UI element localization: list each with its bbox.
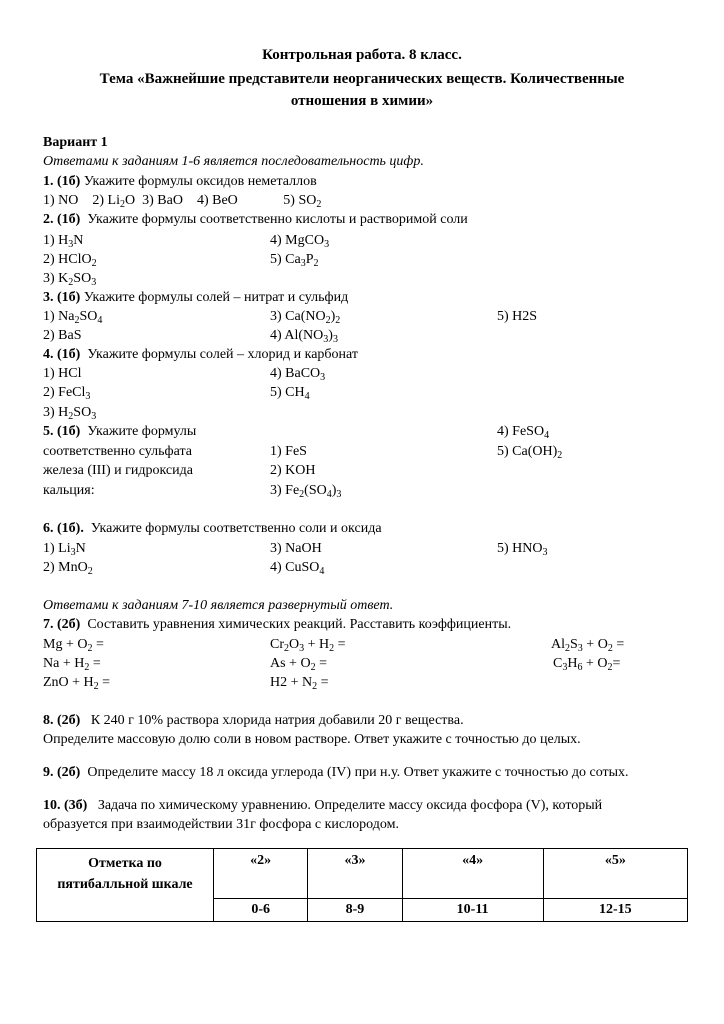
question-7 [43, 615, 511, 634]
question-number: 5. (1б) [43, 424, 81, 439]
grade-cell: «5» [543, 849, 687, 899]
title-line-3: отношения в химии» [290, 93, 434, 109]
grade-scale-label: Отметка по пятибалльной шкале [37, 849, 214, 922]
question-1-options: 1) NO 2) $Li_2O$ 3) BaO 4) BeO 5) $SO_2$ [43, 193, 322, 210]
question-4 [43, 345, 358, 364]
option: 4) CuSO$_4$ [270, 560, 325, 577]
question-text: Задача по химическому уравнению. Определите массу оксида фосфора (V), который [97, 798, 603, 813]
option: 2) HClO$_2$ [43, 252, 97, 269]
question-number: 4. (1б) [43, 347, 81, 362]
option: 4) FeSO$_4$ [497, 424, 550, 441]
equation: $Cr_2O_3 + H_2$ = [270, 637, 346, 654]
grade-cell: «4» [402, 849, 543, 899]
option: 5) $CH_4$ [270, 385, 310, 402]
grade-header-row [37, 849, 688, 899]
question-10 [43, 796, 602, 815]
question-number: 6. (1б). [43, 521, 84, 536]
grade-cell: «2» [214, 849, 308, 899]
question-text: Укажите формулы солей – хлорид и карбонат [87, 347, 359, 362]
score-range-cell: 12-15 [543, 899, 687, 922]
option: 4) $Al(NO_3)_3$ [270, 328, 338, 345]
title-line-2: Тема «Важнейшие представители неорганических веществ. Количественные [99, 71, 625, 87]
question-text: кальция: [43, 483, 95, 498]
option: 1) $Na_2SO_4$ [43, 309, 103, 326]
question-number: 10. (3б) [43, 798, 88, 813]
option: 3) $K_2SO_3$ [43, 271, 97, 288]
equation: $H2 + N_2$ = [270, 675, 329, 692]
option: 4) MgCO$_3$ [270, 233, 330, 250]
question-5 [43, 422, 196, 441]
question-number: 8. (2б) [43, 713, 81, 728]
question-text: Составить уравнения химических реакций. Расставить коэффициенты. [87, 617, 512, 632]
question-text: соответственно сульфата [43, 444, 192, 459]
grade-table [36, 848, 688, 922]
grade-cell: «3» [308, 849, 402, 899]
variant-heading: Вариант 1 [43, 135, 108, 150]
question-text: К 240 г 10% раствора хлорида натрия добавили 20 г вещества. [90, 713, 464, 728]
option: 3) $H_2SO_3$ [43, 405, 97, 422]
question-6 [43, 519, 382, 538]
option: 1) $H_3N$ [43, 233, 84, 250]
option: 5) $Ca_3P_2$ [270, 252, 319, 269]
equation: $As + O_2$ = [270, 656, 327, 673]
option: 2) FeCl$_3$ [43, 385, 91, 402]
question-number: 9. (2б) [43, 765, 81, 780]
option: 3) NaOH [270, 541, 322, 556]
option: 2) BaS [43, 328, 82, 343]
option: 5) $Ca(OH)_2$ [497, 444, 563, 461]
question-number: 7. (2б) [43, 617, 81, 632]
score-range-cell: 8-9 [308, 899, 402, 922]
question-text: Укажите формулы оксидов неметаллов [83, 174, 317, 189]
title-line-1: Контрольная работа. 8 класс. [262, 47, 462, 63]
question-number: 3. (1б) [43, 290, 81, 305]
score-range-cell: 10-11 [402, 899, 543, 922]
question-text: Определите массу 18 л оксида углерода (IV) при н.у. Ответ укажите с точностью до сотых. [87, 765, 629, 780]
question-9 [43, 763, 629, 782]
option: 4) BaCO$_3$ [270, 366, 326, 383]
question-1 [43, 172, 317, 191]
option: 5) H2S [497, 309, 538, 324]
equation: $Al_2S_3 + O_2$ = [551, 637, 625, 654]
question-number: 1. (1б) [43, 174, 81, 189]
instruction-note-2: Ответами к заданиям 7-10 является развернутый ответ. [43, 598, 394, 613]
instruction-note-1: Ответами к заданиям 1-6 является последовательность цифр. [43, 154, 424, 169]
question-2 [43, 210, 468, 229]
question-text: Укажите формулы [87, 424, 197, 439]
option: 1) HCl [43, 366, 82, 381]
option: 1) FeS [270, 444, 307, 459]
question-text: образуется при взаимодействии 31г фосфора с кислородом. [43, 817, 399, 832]
question-text: Укажите формулы соответственно кислоты и растворимой соли [87, 212, 468, 227]
question-3 [43, 288, 348, 307]
equation: ZnO + $H_2$ = [43, 675, 111, 692]
option: 2) KOH [270, 463, 316, 478]
question-text: Определите массовую долю соли в новом растворе. Ответ укажите с точностью до целых. [43, 732, 581, 747]
question-8 [43, 711, 464, 730]
question-text: Укажите формулы соответственно соли и оксида [90, 521, 382, 536]
question-text: Укажите формулы солей – нитрат и сульфид [83, 290, 349, 305]
question-number: 2. (1б) [43, 212, 81, 227]
equation: $Mg + O_2$ = [43, 637, 104, 654]
option: 2) MnO$_2$ [43, 560, 93, 577]
equation: $Na + H_2$ = [43, 656, 101, 673]
option: 3) $Fe_2(SO_4)_3$ [270, 483, 342, 500]
option: 1) $Li_3N$ [43, 541, 86, 558]
option: 5) $HNO_3$ [497, 541, 548, 558]
option: 3) $Ca(NO_2)_2$ [270, 309, 341, 326]
question-text: железа (III) и гидроксида [43, 463, 193, 478]
equation: $C_3H_6 + O_2=$ [553, 656, 621, 673]
score-range-cell: 0-6 [214, 899, 308, 922]
